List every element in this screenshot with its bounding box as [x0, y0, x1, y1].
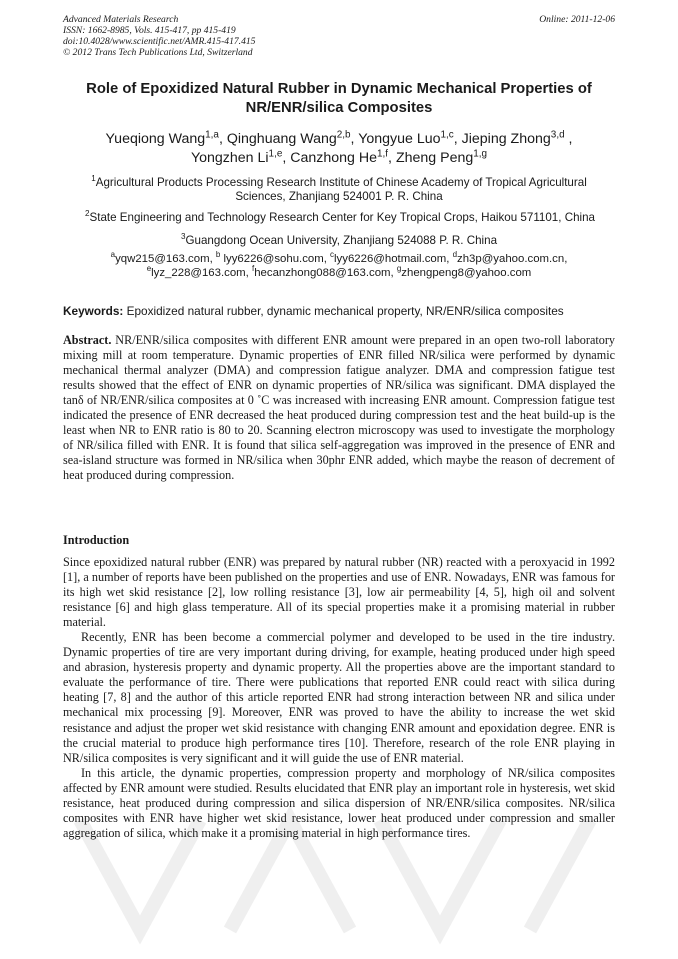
paper-title [63, 80, 615, 118]
author [358, 131, 461, 147]
email[interactable]: $^e$lyz_228@163.com, [146, 264, 252, 279]
author [462, 131, 573, 147]
email-list [63, 252, 615, 280]
author-separator: , [453, 131, 462, 147]
abstract [63, 333, 615, 483]
author-separator: , [350, 131, 359, 147]
author-name: Yueqiong Wang [105, 131, 206, 147]
author-separator: , [564, 131, 573, 147]
abstract-label: Abstract. [63, 333, 112, 347]
author-affiliation: 1,a [205, 129, 219, 141]
body-paragraph: Since epoxidized natural rubber (ENR) was prepared by natural rubber (NR) reacted with a peroxyacid in 1992 [1], a number of reports have been published on the properties and use of ENR. Nowadays, ENR was famous for its high wet skid resistance [2], low rolling resistance [3], low air permeability [4, 5], high oil and solvent resistance [6] and high glass temperature. All of its special properties make it a promising material in rubber material. [63, 555, 615, 630]
affiliation-1 [63, 176, 615, 204]
affiliation-number: 2 [84, 209, 90, 219]
affiliation-text: State Engineering and Technology Research Center for Key Tropical Crops, Haikou 571101, China [89, 211, 595, 224]
author [227, 131, 358, 147]
author-affiliation: 1,f [377, 148, 389, 160]
journal-header [63, 14, 615, 58]
author-list [63, 130, 615, 168]
issn-line: ISSN: 1662-8985, Vols. 415-417, pp 415-419 [63, 25, 236, 36]
email[interactable]: $^d$zh3p@yahoo.com.cn, [452, 250, 568, 265]
author-separator: , [388, 150, 396, 166]
author-line-1 [63, 130, 615, 149]
keywords-label: Keywords: [63, 304, 124, 318]
body-paragraph: In this article, the dynamic properties, compression property and morphology of NR/silica composites affected by ENR amount were studied. Results elucidated that ENR play an important role in hysteresis, wet skid resistance, heat produced during compression and silica dispersion of NR/ENR/silica composites. NR/silica composites with ENR have higher wet skid resistance, lower heat produced under compression and smaller aggregation of silica, which make it a promising material in high performance tires. [63, 765, 615, 840]
author-affiliation: 1,e [268, 148, 283, 160]
author-affiliation: 1,c [440, 129, 454, 141]
journal-name: Advanced Materials Research [63, 14, 179, 25]
author [290, 150, 396, 166]
email[interactable]: $^g$zhengpeng8@yahoo.com [396, 264, 532, 279]
author-name: Jieping Zhong [461, 131, 551, 147]
author [106, 131, 227, 147]
doi-line: doi:10.4028/www.scientific.net/AMR.415-417.415 [63, 36, 256, 47]
affiliation-text-cont: Sciences, Zhanjiang 524001 P. R. China [235, 190, 443, 203]
affiliation-number: 1 [91, 174, 96, 184]
abstract-text: NR/ENR/silica composites with different ENR amount were prepared in an open two-roll laboratory mixing mill at room temperature. Dynamic properties of ENR filled NR/silica were performed by dynamic mechanical thermal analyzer (DMA) and compression fatigue analyzer. DMA and compression fatigue test results showed that the effect of ENR on dynamic properties of NR/silica was significant. DMA displayed the tanδ of NR/ENR/silica composites at 0 ˚C was increased with increasing ENR amount. Compression fatigue test indicated the presence of ENR decreased the heat produced during compression test and the heat build-up is the least when NR to ENR ratio is 80 to 20. Scanning electron microscopy was used to investigate the morphology of NR/silica filled with ENR. It is found that silica self-aggregation was improved in the presence of ENR and sea-island structure was formed in NR/silica when 30phr ENR added, which maybe the reason of decrement of heat produced during compression. [63, 333, 615, 483]
affiliation-3 [63, 234, 615, 248]
copyright-line: © 2012 Trans Tech Publications Ltd, Switzerland [63, 47, 253, 58]
affiliation-text: Guangdong Ocean University, Zhanjiang 524088 P. R. China [185, 234, 498, 247]
author [191, 150, 290, 166]
author-name: Yongzhen Li [190, 150, 269, 166]
title-line-2: NR/ENR/silica Composites [245, 100, 433, 116]
introduction-heading: Introduction [63, 533, 130, 547]
author-separator: , [218, 131, 227, 147]
author-separator: , [282, 150, 291, 166]
author-name: Yongyue Luo [358, 131, 441, 147]
introduction-body [63, 555, 615, 841]
author-affiliation: 2,b [336, 129, 351, 141]
body-paragraph: Recently, ENR has been become a commercial polymer and developed to be used in the tire industry. Dynamic properties of tire are very important during driving, for example, heating produced under high speed and abrasion, hysteresis property and dynamic property. All the properties above are the important standard to evaluate the performance of tire. There were publications that reported ENR could react with silica during heating [7, 8] and the author of this article reported ENR had strong interaction between NR and silica under mechanical mix processing [9]. Moreover, ENR was proved to have the ability to increase the wet skid resistance and adjust the proper wet skid resistance with changing ENR amount and epoxidation degree. ENR is the crucial material to produce high performance tires [10]. Therefore, research of the role ENR playing in NR/silica composites is very significant and it will guide the use of ENR material. [63, 630, 615, 765]
email[interactable]: $^a$yqw215@163.com, [110, 250, 216, 265]
affiliation-number: 3 [180, 232, 186, 242]
author-affiliation: 3,d [550, 129, 565, 141]
keywords [63, 304, 623, 318]
email[interactable]: $^c$lyy6226@hotmail.com, [330, 250, 453, 265]
author-line-2 [63, 149, 615, 168]
affiliation-2 [58, 211, 622, 225]
email-line-2 [63, 266, 615, 280]
online-date: Online: 2011-12-06 [539, 14, 615, 25]
author-name: Canzhong He [290, 150, 377, 166]
author-affiliation: 1,g [473, 148, 488, 160]
author-name: Zheng Peng [395, 150, 474, 166]
email[interactable]: $^b$ lyy6226@sohu.com, [215, 250, 331, 265]
email[interactable]: $^f$hecanzhong088@163.com, [251, 264, 397, 279]
affiliation-text: Agricultural Products Processing Research Institute of Chinese Academy of Tropical Agricultural [95, 176, 587, 189]
keywords-text: Epoxidized natural rubber, dynamic mechanical property, NR/ENR/silica composites [123, 304, 564, 318]
title-line-1: Role of Epoxidized Natural Rubber in Dynamic Mechanical Properties of [86, 81, 592, 97]
author-name: Qinghuang Wang [226, 131, 337, 147]
author [396, 150, 487, 166]
